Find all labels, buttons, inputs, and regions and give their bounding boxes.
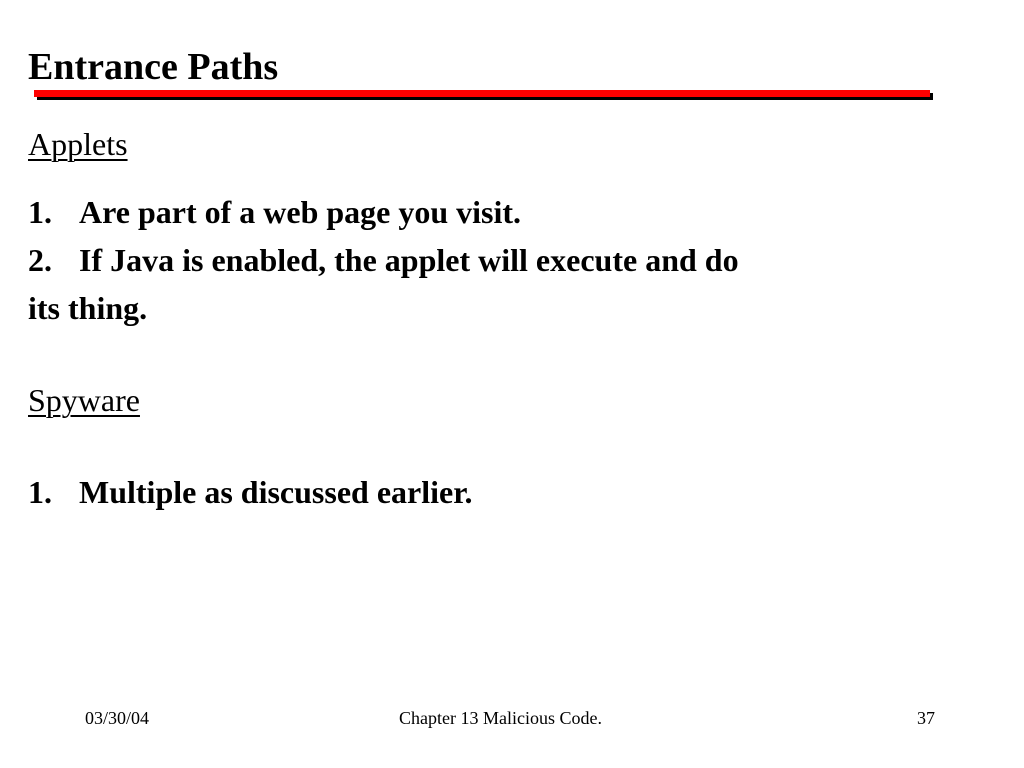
list-item [28,188,928,236]
list-item-continuation: its thing. [28,290,148,326]
list-item [28,236,928,284]
list-item-number: 1. [28,474,52,510]
footer-date: 03/30/04 [85,708,150,728]
list-item-text: Are part of a web page you visit. [79,194,522,230]
list-item-text: If Java is enabled, the applet will execute and do [79,242,739,278]
footer-page-number: 37 [917,708,935,728]
title-underline-rule [34,90,930,97]
slide-title: Entrance Paths [28,46,279,88]
section-heading-applets: Applets [28,126,128,162]
footer-chapter-title: Chapter 13 Malicious Code. [399,708,602,728]
section-applets [28,120,928,332]
section-spyware [28,376,928,516]
list-item-text: Multiple as discussed earlier. [79,474,473,510]
list-item-number: 1. [28,194,52,230]
list-item-number: 2. [28,242,52,278]
list-item [28,468,928,516]
slide-content [28,120,928,516]
section-heading-spyware: Spyware [28,382,140,418]
